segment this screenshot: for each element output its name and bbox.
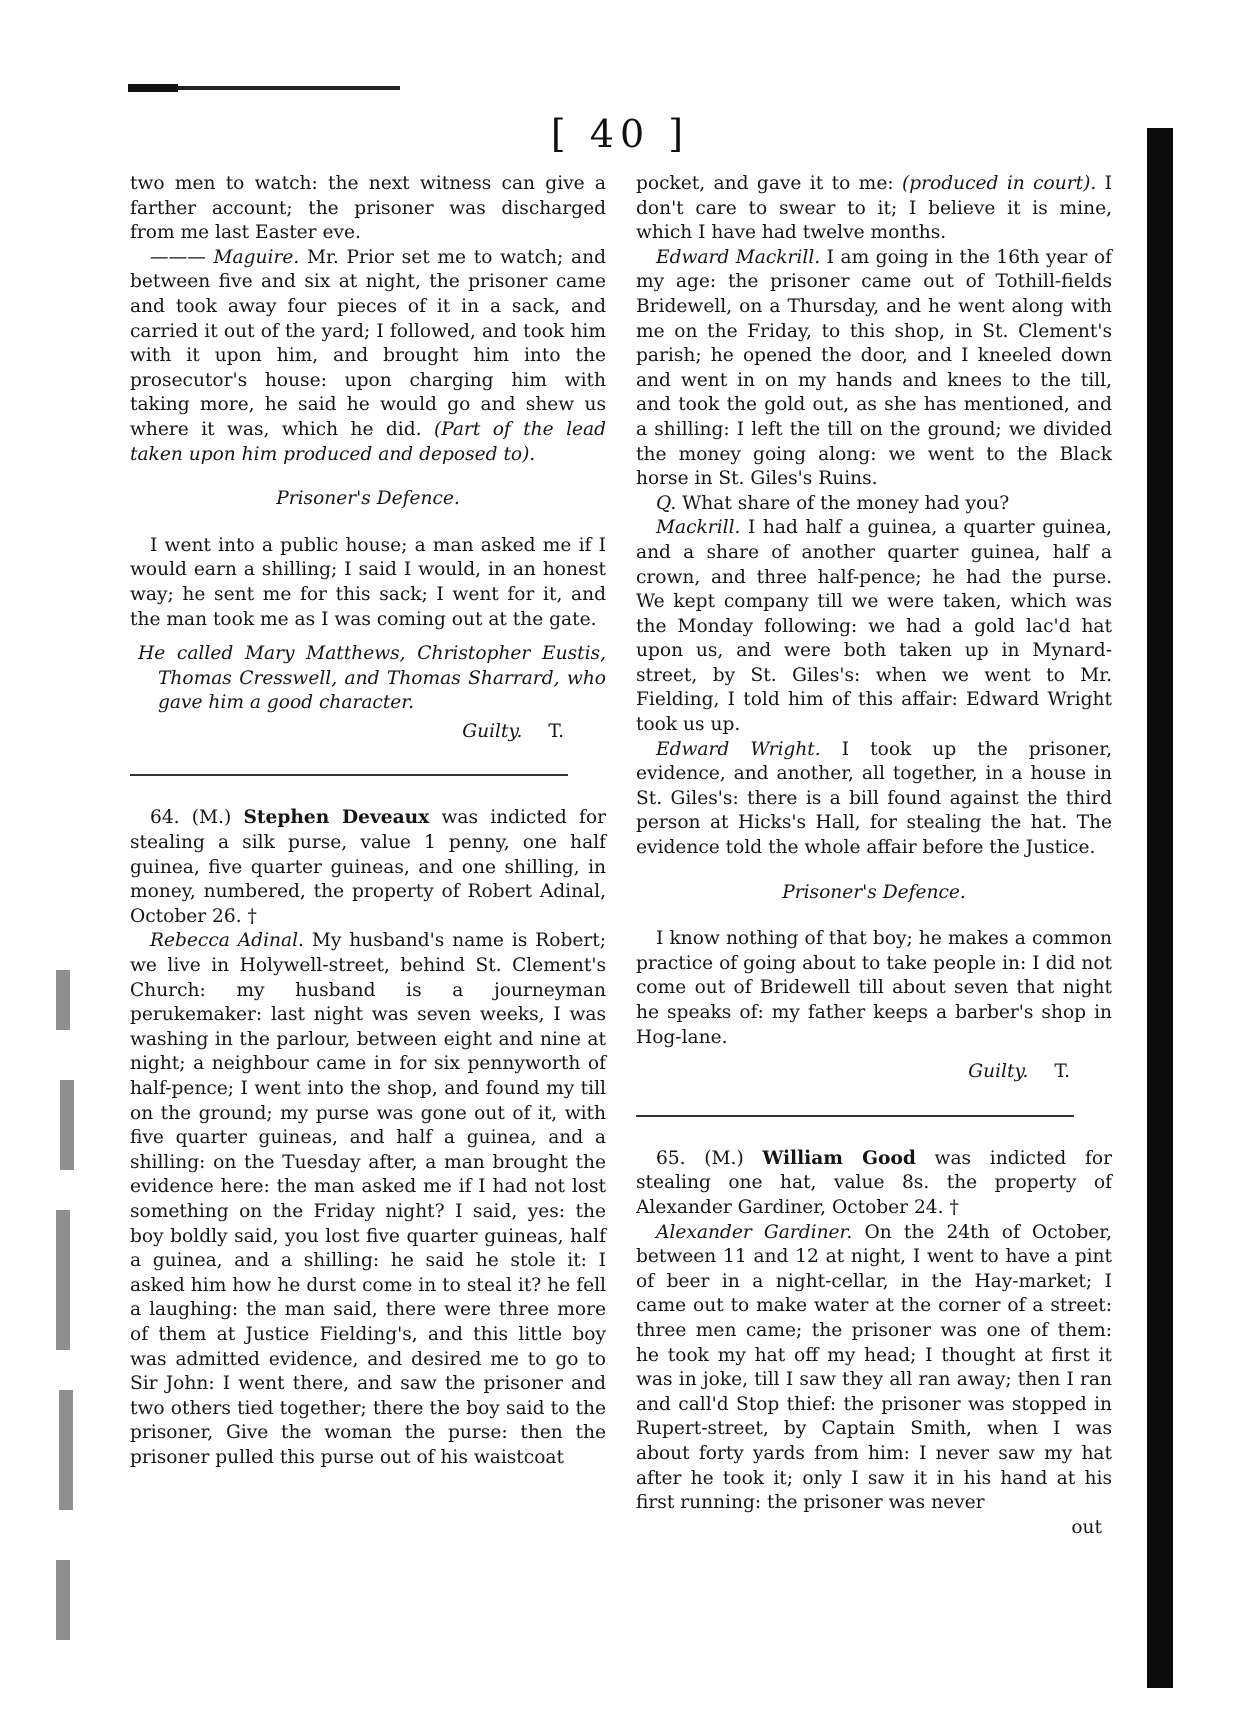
case-64-indictment xyxy=(130,806,606,929)
testimony-maguire xyxy=(130,246,606,467)
witness-name: ——— Maguire. xyxy=(150,246,300,268)
question-text: What share of the money had you? xyxy=(676,492,1010,514)
testimony-mackrill xyxy=(636,246,1112,492)
defendant-name: William Good xyxy=(762,1147,916,1169)
scan-edge-shadow xyxy=(1147,128,1173,1688)
defence-text: I went into a public house; a man asked me if I would earn a shilling; I said I would, in an honest way; he sent me for this sack; I went for it, and the man took me as I was coming out at the gate. xyxy=(130,534,606,630)
verdict-text: Guilty. xyxy=(968,1061,1029,1083)
case-number: 64. (M.) xyxy=(150,807,232,829)
testimony-text: I had half a guinea, a quarter guinea, and a share of another quarter guinea, half a crown, and three half-pence; he had the purse. We kept company till we were taken, which was the Monday following: we had a gold lac'd hat upon us, and were both taken up in Mynard-street, by St. Giles's: when we went to Mr. Fielding, I told him of this affair: Edward Wright took us up. xyxy=(636,517,1112,736)
witness-name: Edward Mackrill. xyxy=(656,246,821,268)
answer-mackrill xyxy=(636,516,1112,737)
scan-margin-noise xyxy=(56,960,76,1650)
testimony-text: My husband's name is Robert; we live in Holywell-street, behind St. Clement's Church: my husband is a journeyman perukemaker: last night was seven weeks, I was washing in the parlour, between eight and nine at night; a neighbour came in for six pennyworth of half-pence; I went into the shop, and found my till on the ground; my purse was gone out of it, with five quarter guineas, and half a guinea, and a shilling: on the Tuesday after, a man brought the evidence here: the man asked me if I had not lost something on the Friday night? I said, yes: the boy boldly said, you lost five quarter guineas, half a guinea, and a shilling: he said he stole it: I asked him how he durst come in to steal it? he fell a laughing: the man said, there were three more of them at Justice Fielding's, and this little boy was admitted evidence, and desired me to go to Sir John: I went there, and saw the prisoner and two others tied together; there the boy said to the prisoner, Give the woman the purse: then the prisoner pulled this purse out of his waistcoat xyxy=(130,930,606,1468)
defendant-name: Stephen Deveaux xyxy=(243,807,430,829)
defence-heading: Prisoner's Defence. xyxy=(276,488,460,510)
witness-name: Mackrill. xyxy=(656,517,741,539)
question xyxy=(636,492,1112,517)
paragraph xyxy=(636,172,1112,246)
case-number: 65. (M.) xyxy=(656,1147,744,1169)
case-65-indictment xyxy=(636,1147,1112,1221)
evidence-note: (produced in court). xyxy=(893,173,1097,194)
verdict xyxy=(130,720,606,745)
page-number: [ 40 ] xyxy=(550,112,690,156)
testimony-adinal xyxy=(130,929,606,1470)
question-label: Q. xyxy=(656,492,677,514)
testimony-text: I am going in the 16th year of my age: the prisoner came out of Tothill-fields Bridewell, on a Thursday, and he went along with me on the Friday, to this shop, in St. Clement's parish; he opened the door, and I kneeled down and went in on my hands and knees to the till, and took the gold out, as she has mentioned, and a shilling: I left the till on the ground; we divided the money going along: we went to the Black horse in St. Giles's Ruins. xyxy=(636,246,1112,490)
paragraph: two men to watch: the next witness can give a farther account; the prisoner was discharged from me last Easter eve. xyxy=(130,173,606,244)
right-column xyxy=(636,172,1112,1540)
defence-heading: Prisoner's Defence. xyxy=(782,881,966,903)
testimony-gardiner xyxy=(636,1221,1112,1516)
indictment-text: was indicted for stealing one hat, value 8s. the property of Alexander Gardiner, October 24. † xyxy=(636,1147,1112,1218)
verdict-text: Guilty. xyxy=(462,720,523,742)
text: pocket, and gave it to me: xyxy=(636,173,894,194)
case-separator xyxy=(130,774,568,776)
witness-name: Alexander Gardiner. xyxy=(656,1221,853,1243)
witness-name: Rebecca Adinal. xyxy=(150,930,304,952)
testimony-text: Mr. Prior set me to watch; and between five and six at night, the prisoner came and took away four pieces of it in a sack, and carried it out of the yard; I followed, and took him with it upon him, and brought him into the prosecutor's house: upon charging him with taking more, he said he would go and shew us where it was, which he did. xyxy=(130,246,606,440)
testimony-text: I took up the prisoner, evidence, and another, all together, in a house in St. Giles's: there is a bill found against the third person at Hicks's Hall, for stealing the hat. The evidence told the whole affair before the Justice. xyxy=(636,738,1112,859)
case-separator xyxy=(636,1115,1074,1117)
sentence-mark: T. xyxy=(1054,1061,1070,1083)
text: I don't care to swear to it; I believe it is mine, which I have had twelve months. xyxy=(636,173,1112,244)
verdict xyxy=(636,1060,1112,1085)
top-rule xyxy=(128,86,400,90)
evidence-note: (Part of the lead taken upon him produced and deposed to). xyxy=(130,418,607,465)
witness-name: Edward Wright. xyxy=(656,738,821,760)
indictment-text: was indicted for stealing a silk purse, value 1 penny, one half guinea, five quarter guineas, and one shilling, in money, numbered, the property of Robert Adinal, October 26. † xyxy=(130,807,606,927)
defence-text: I know nothing of that boy; he makes a common practice of going about to take people in: I did not come out of Bridewell till about seven that night he speaks of: my father keeps a barber's shop in Hog-lane. xyxy=(636,928,1112,1048)
left-column xyxy=(130,172,606,1471)
catchword: out xyxy=(1071,1516,1102,1538)
testimony-wright xyxy=(636,738,1112,861)
sentence-mark: T. xyxy=(548,720,564,742)
character-witnesses: He called Mary Matthews, Christopher Eustis, Thomas Cresswell, and Thomas Sharrard, who gave him a good character. xyxy=(138,643,606,714)
testimony-text: On the 24th of October, between 11 and 12 at night, I went to have a pint of beer in a night-cellar, in the Hay-market; I came out to make water at the corner of a street: three men came; the prisoner was one of them: he took my hat off my head; I thought at first it was in joke, till I saw they all ran away; then I ran and call'd Stop thief: the prisoner was stopped in Rupert-street, by Captain Smith, when I was about forty yards from him: I never saw my hat after he took it; only I saw it in his hand at his first running: the prisoner was never xyxy=(636,1221,1113,1514)
